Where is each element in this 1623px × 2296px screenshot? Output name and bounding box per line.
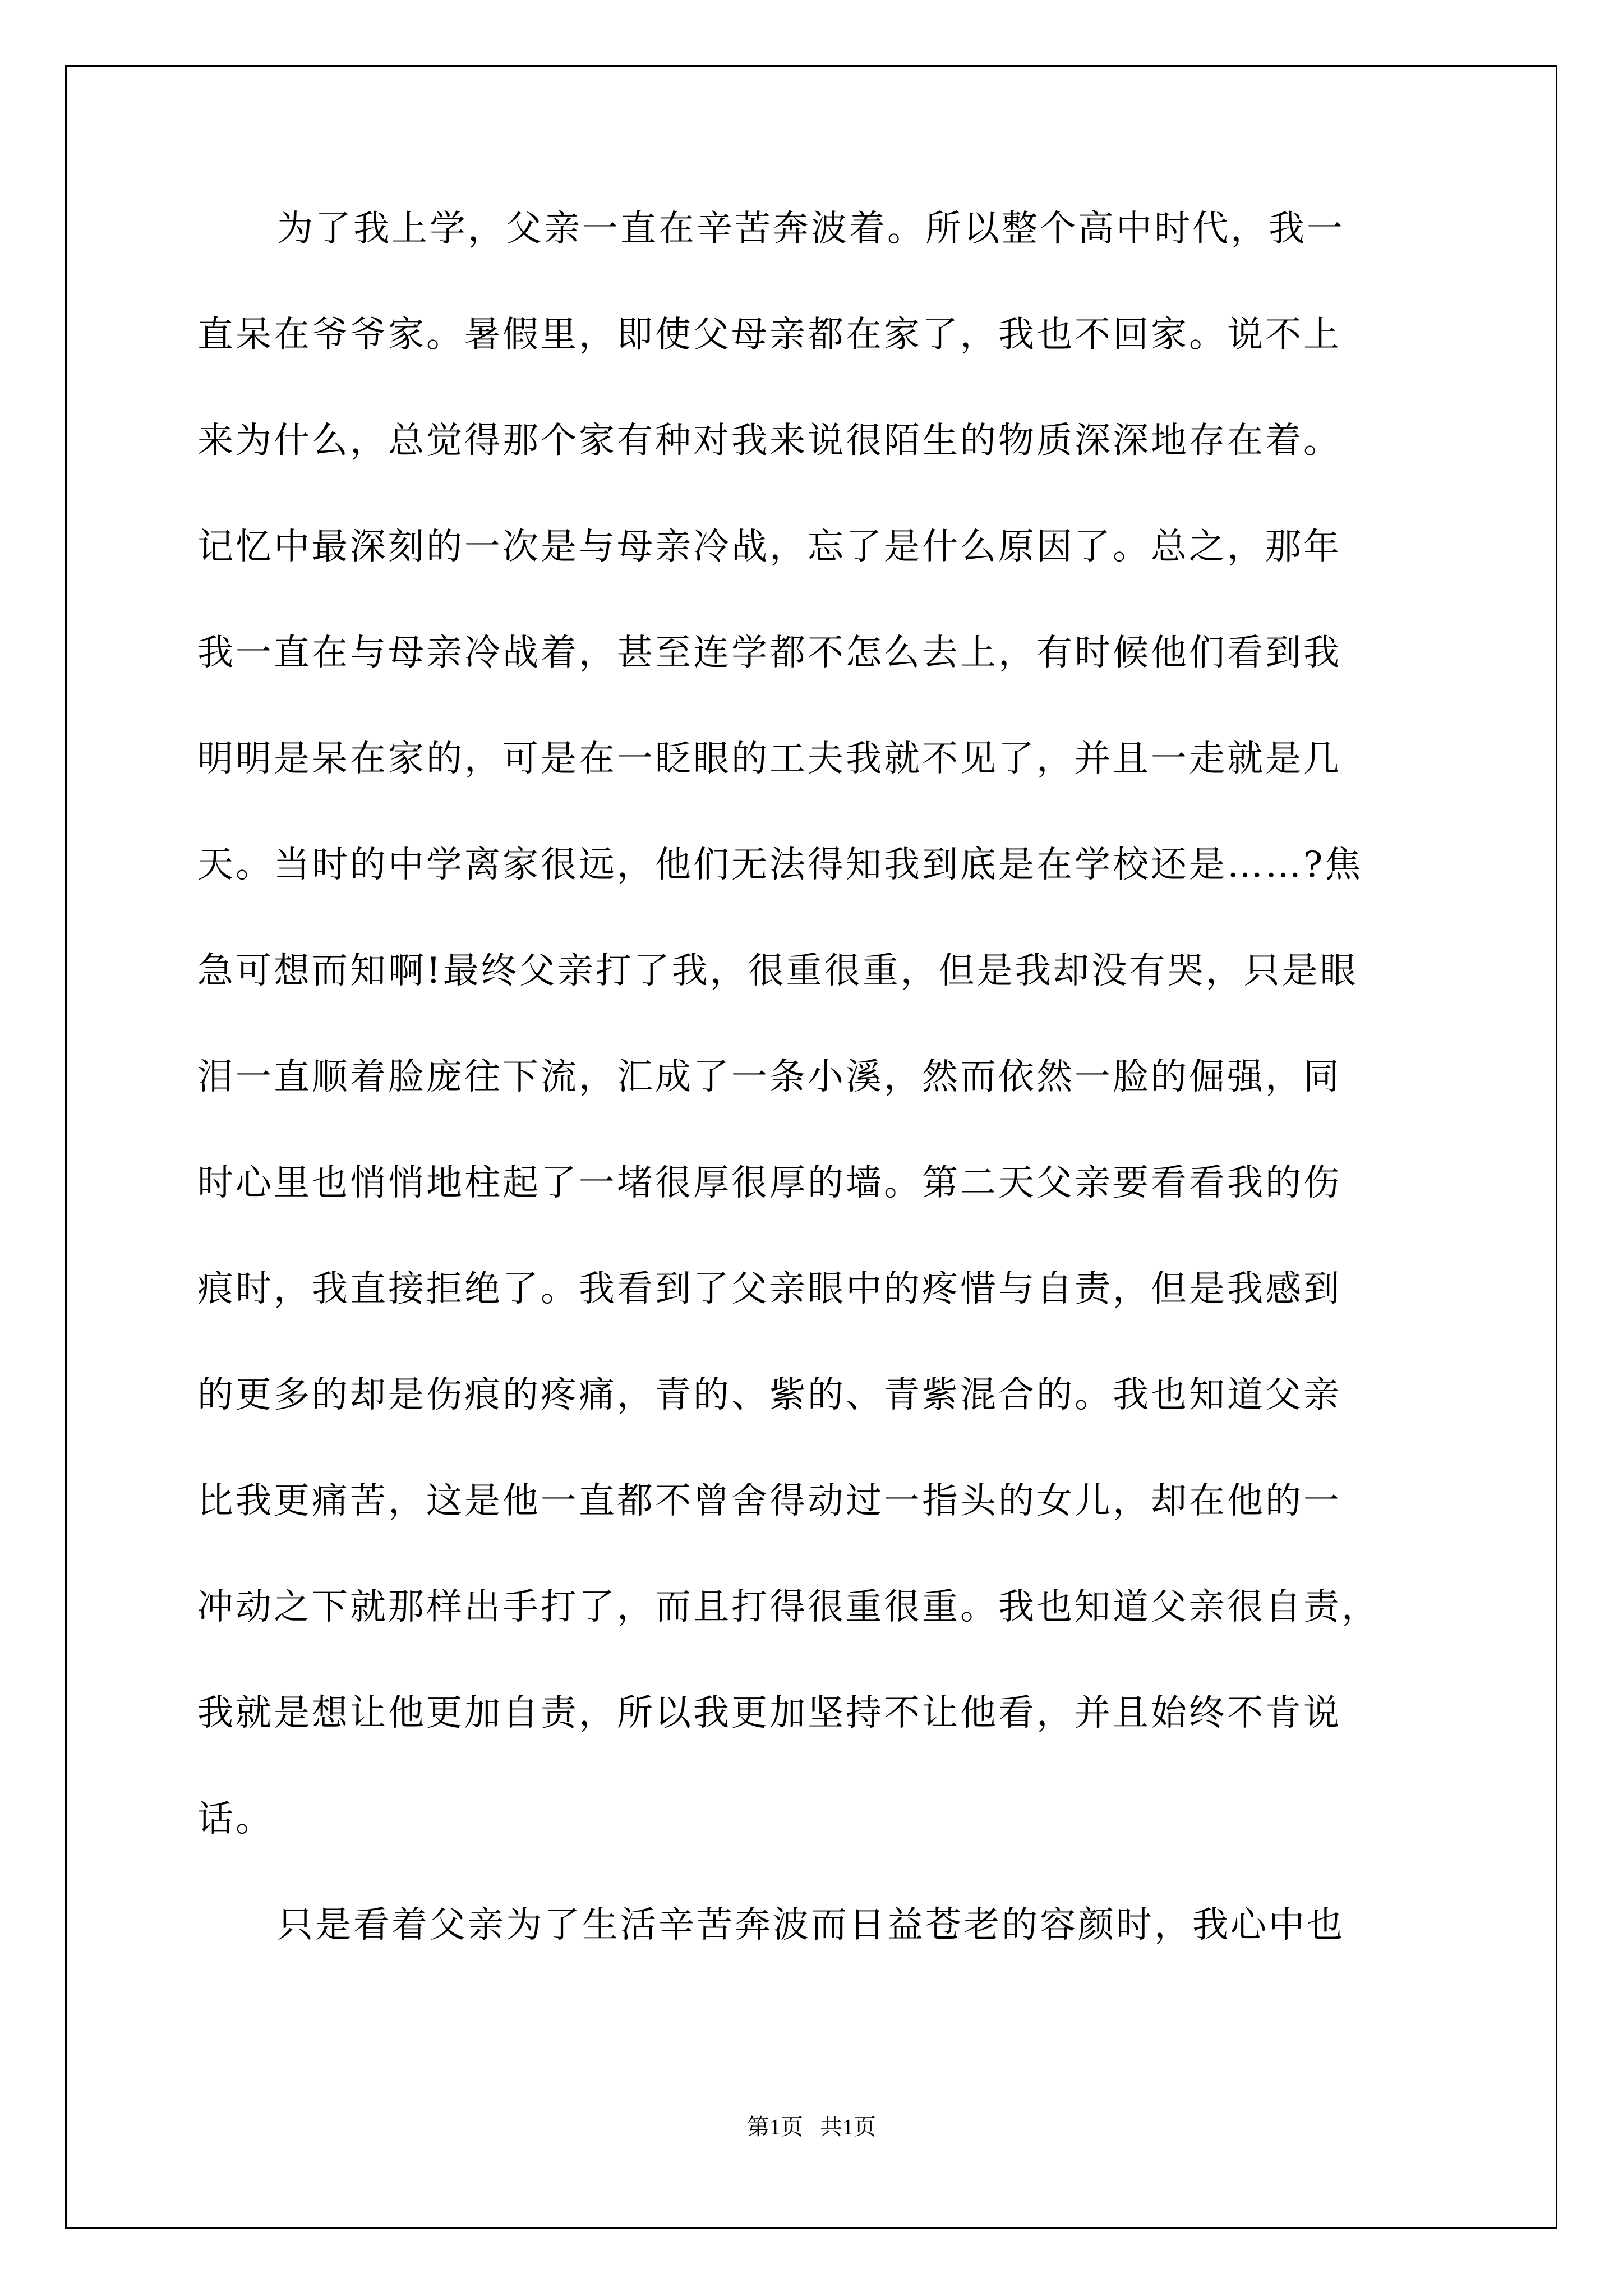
page-number-footer: 第1页 共1页: [747, 2114, 876, 2139]
paragraph-line: 我就是想让他更加自责，所以我更加坚持不让他看，并且始终不肯说: [197, 1692, 1341, 1734]
paragraph-line: 明明是呆在家的，可是在一眨眼的工夫我就不见了，并且一走就是几: [197, 738, 1341, 780]
paragraph-line: 痕时，我直接拒绝了。我看到了父亲眼中的疼惜与自责，但是我感到: [197, 1268, 1341, 1310]
paragraph-line: 为了我上学，父亲一直在辛苦奔波着。所以整个高中时代，我一: [277, 208, 1345, 250]
paragraph-line: 来为什么，总觉得那个家有种对我来说很陌生的物质深深地存在着。: [197, 420, 1341, 462]
paragraph-line: 冲动之下就那样出手打了，而且打得很重很重。我也知道父亲很自责，: [197, 1586, 1380, 1628]
paragraph-line: 急可想而知啊!最终父亲打了我，很重很重，但是我却没有哭，只是眼: [197, 950, 1358, 992]
paragraph-line: 泪一直顺着脸庞往下流，汇成了一条小溪，然而依然一脸的倔强，同: [197, 1056, 1341, 1098]
paragraph-line: 比我更痛苦，这是他一直都不曾舍得动过一指头的女儿，却在他的一: [197, 1480, 1341, 1522]
paragraph-line: 话。: [197, 1798, 274, 1840]
paragraph-line: 我一直在与母亲冷战着，甚至连学都不怎么去上，有时候他们看到我: [197, 632, 1341, 674]
paragraph-line: 只是看着父亲为了生活辛苦奔波而日益苍老的容颜时，我心中也: [277, 1904, 1345, 1946]
paragraph-line: 直呆在爷爷家。暑假里，即使父母亲都在家了，我也不回家。说不上: [197, 314, 1341, 356]
paragraph-line: 的更多的却是伤痕的疼痛，青的、紫的、青紫混合的。我也知道父亲: [197, 1374, 1341, 1416]
paragraph-line: 记忆中最深刻的一次是与母亲冷战，忘了是什么原因了。总之，那年: [197, 526, 1341, 568]
paragraph-line: 天。当时的中学离家很远，他们无法得知我到底是在学校还是……?焦: [197, 844, 1363, 886]
paragraph-line: 时心里也悄悄地柱起了一堵很厚很厚的墙。第二天父亲要看看我的伤: [197, 1162, 1341, 1204]
